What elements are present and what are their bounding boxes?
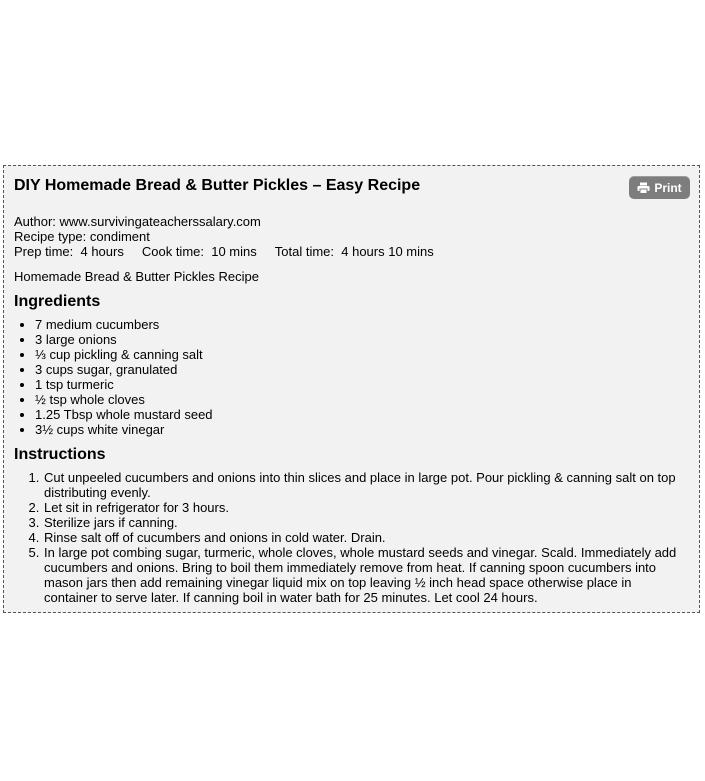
cook-time-label: Cook time:	[141, 244, 208, 259]
instruction-step: 1. Cut unpeeled cucumbers and onions into thin slices and place in large pot. Pour pickling & canning salt on top distributing evenly.	[43, 470, 686, 500]
recipe-type-label: Recipe type:	[14, 229, 90, 244]
instructions-list	[14, 470, 686, 605]
ingredient-item: • 3½ cups white vinegar	[35, 422, 213, 437]
prep-time-label: Prep time:	[14, 244, 77, 259]
total-time-value: 4 hours 10 mins	[341, 244, 434, 259]
ingredient-item: • 7 medium cucumbers	[35, 317, 213, 332]
times-line	[14, 244, 434, 259]
ingredient-item: • ⅓ cup pickling & canning salt	[35, 347, 213, 362]
instruction-step: 3. Sterilize jars if canning.	[43, 515, 686, 530]
recipe-card	[3, 165, 700, 613]
author-line	[14, 214, 434, 229]
prep-time-value: 4 hours	[80, 244, 124, 259]
ingredients-heading: Ingredients	[14, 293, 101, 310]
ingredient-item: • 3 large onions	[35, 332, 213, 347]
instruction-step: 2. Let sit in refrigerator for 3 hours.	[43, 500, 686, 515]
ingredients-list	[14, 317, 213, 437]
recipe-summary: Homemade Bread & Butter Pickles Recipe	[14, 269, 259, 284]
cook-time-value: 10 mins	[211, 244, 257, 259]
instruction-step: 5. In large pot combing sugar, turmeric, whole cloves, whole mustard seeds and vinegar. Scald. Immediately add cucumbers and onions. Bring to boil them immediately remove from heat. If canning spoon cucumbers into mason jars then add remaining vinegar liquid mix on top leaving ½ inch head space otherwise place in container to serve later. If canning boil in water bath for 25 minutes. Let cool 24 hours.	[43, 545, 686, 605]
recipe-meta	[14, 214, 434, 259]
ingredient-item: • ½ tsp whole cloves	[35, 392, 213, 407]
instructions-heading: Instructions	[14, 446, 106, 463]
total-time-label: Total time:	[274, 244, 338, 259]
print-button[interactable]	[629, 176, 690, 199]
ingredient-item: • 3 cups sugar, granulated	[35, 362, 213, 377]
recipe-type-line	[14, 229, 434, 244]
instruction-step: 4. Rinse salt off of cucumbers and onions in cold water. Drain.	[43, 530, 686, 545]
print-label: Print	[654, 180, 682, 195]
printer-icon	[637, 182, 650, 194]
ingredient-item: • 1 tsp turmeric	[35, 377, 213, 392]
ingredient-item: • 1.25 Tbsp whole mustard seed	[35, 407, 213, 422]
recipe-type-value: condiment	[89, 229, 150, 244]
author-label: Author:	[14, 214, 60, 229]
recipe-title: DIY Homemade Bread & Butter Pickles – Easy Recipe	[14, 177, 421, 194]
author-value: www.survivingateacherssalary.com	[59, 214, 261, 229]
